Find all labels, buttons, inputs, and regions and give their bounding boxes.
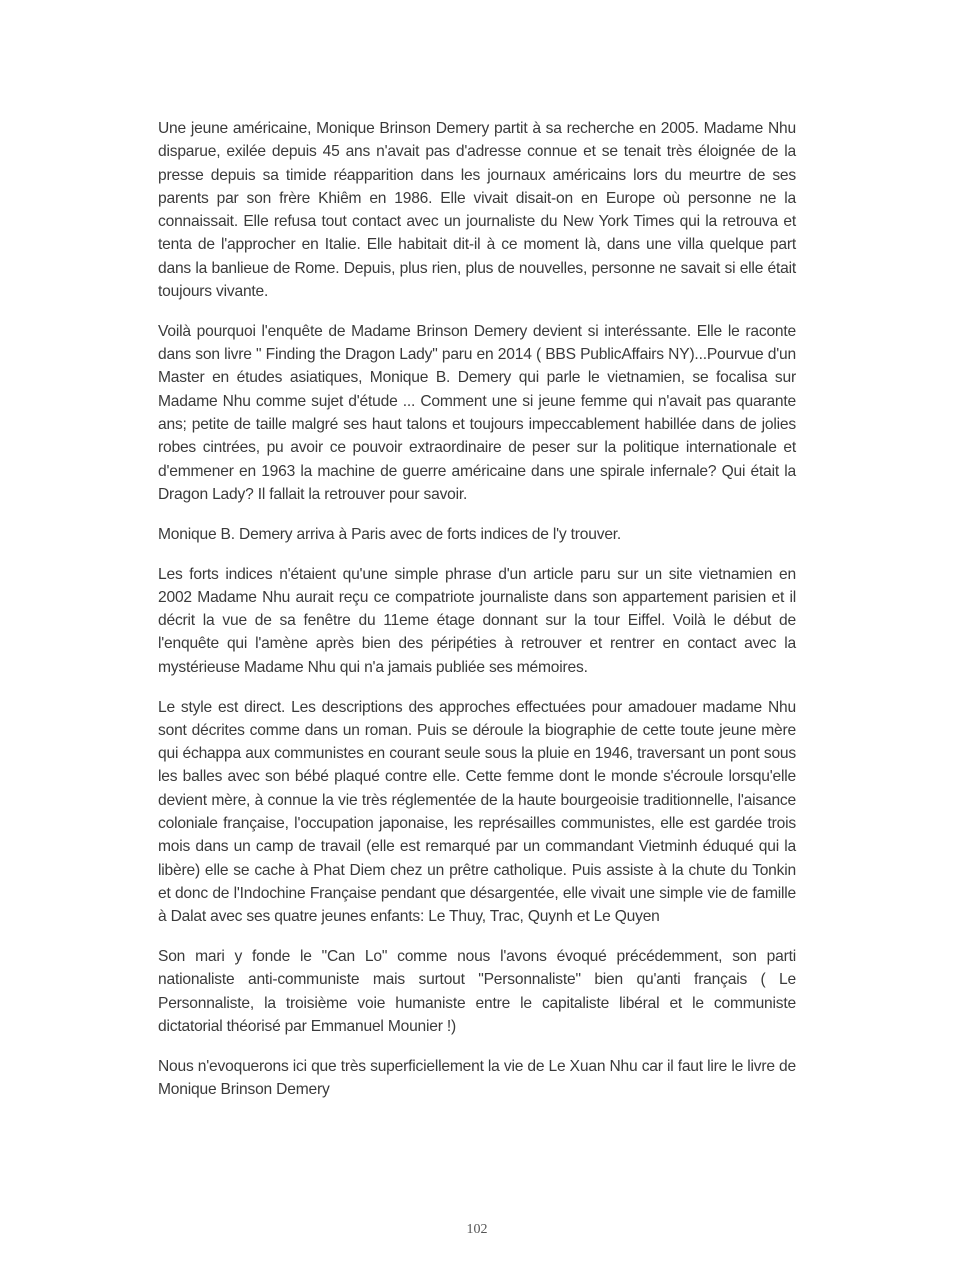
paragraph-style-biography: Le style est direct. Les descriptions des approches effectuées pour amadouer madame Nhu sont décrites comme dans un roman. Puis se déroule la biographie de cette toute jeune mère qui échappa aux communistes en courant seule sous la pluie en 1946, traversant un pont sous les balles avec son bébé plaqué contre elle. Cette femme dont le monde s'écroule lorsqu'elle devient mère, à connue la vie très réglementée de la haute bourgeoisie traditionnelle, l'aisance coloniale française, l'occupation japonaise, les représailles communistes, elle est gardée trois mois dans un camp de travail (elle est remarqué par un commandant Vietminh éduqué qui la libère) elle se cache à Phat Diem chez un prêtre catholique. Puis assiste à la chute du Tonkin et donc de l'Indochine Française pendant que désargentée, elle vivait une simple vie de famille à Dalat avec ses quatre jeunes enfants: Le Thuy, Trac, Quynh et Le Quyen	[158, 698, 796, 926]
paragraph-clues: Les forts indices n'étaient qu'une simple phrase d'un article paru sur un site vietnamien en 2002 Madame Nhu aurait reçu ce compatriote journaliste dans son appartement parisien et il décrit la vue de sa fenêtre du 11eme étage donnant sur la tour Eiffel. Voilà le début de l'enquête qui l'amène après bien des péripéties à retrouver et rentrer en contact avec la mystérieuse Madame Nhu qui n'a jamais publiée ses mémoires.	[158, 565, 796, 676]
paragraph-investigation: Voilà pourquoi l'enquête de Madame Brinson Demery devient si interéssante. Elle le raconte dans son livre " Finding the Dragon Lady" paru en 2014 ( BBS PublicAffairs NY)...Pourvue d'un Master en études asiatiques, Monique B. Demery qui parle le vietnamien, se focalisa sur Madame Nhu comme sujet d'étude ... Comment une si jeune femme qui n'avait pas quarante ans; petite de taille malgré ses haut talons et toujours impeccablement habillée dans de jolies robes cintrées, pu avoir ce pouvoir extraordinaire de peser sur la politique internationale et d'emmener en 1963 la machine de guerre américaine dans une spirale infernale? Qui était la Dragon Lady? Il fallait la retrouver pour savoir.	[158, 322, 796, 503]
paragraph-arrival-paris: Monique B. Demery arriva à Paris avec de forts indices de l'y trouver.	[158, 525, 622, 543]
paragraph-can-lo: Son mari y fonde le "Can Lo" comme nous l'avons évoqué précédemment, son parti nationaliste anti-communiste mais surtout "Personnaliste" bien qu'anti français ( Le Personnaliste, la troisième voie humaniste entre le capitaliste libéral et le communiste dictatorial théorisé par Emmanuel Mounier !)	[158, 948, 796, 1035]
paragraph-conclusion: Nous n'evoquerons ici que très superficiellement la vie de Le Xuan Nhu car il faut lire le livre de Monique Brinson Demery	[158, 1057, 796, 1098]
page-body	[158, 117, 796, 1118]
page-number: 102	[466, 1222, 488, 1237]
paragraph-search-begins: Une jeune américaine, Monique Brinson Demery partit à sa recherche en 2005. Madame Nhu disparue, exilée depuis 45 ans n'avait pas d'adresse connue et se tenait très éloignée de la presse depuis sa timide réapparition dans les journaux américains lors du meurtre de ses parents par son frère Khiêm en 1986. Elle vivait disait-on en Europe où personne ne la connaissait. Elle refusa tout contact avec un journaliste du New York Times qui la retrouva et tenta de l'approcher en Italie. Elle habitait dit-il à ce moment là, dans une villa quelque part dans la banlieue de Rome. Depuis, plus rien, plus de nouvelles, personne ne savait si elle était toujours vivante.	[158, 120, 796, 301]
